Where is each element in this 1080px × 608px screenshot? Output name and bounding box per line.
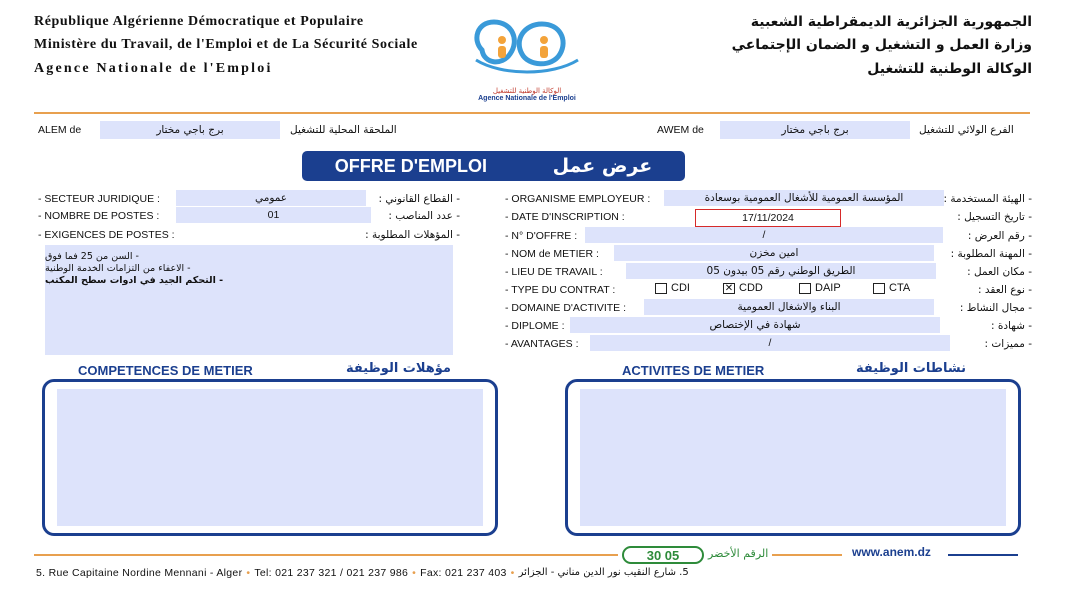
awem-field[interactable]: برج باجي مختار xyxy=(720,121,910,139)
alem-field[interactable]: برج باجي مختار xyxy=(100,121,280,139)
competences-title-ar: مؤهلات الوظيفة xyxy=(346,361,451,376)
metier-label-ar: - المهنة المطلوبة : xyxy=(950,248,1032,260)
footer-address-ar: 5. شارع النقيب نور الدين مناني - الجزائر xyxy=(518,567,689,578)
competences-title: COMPETENCES DE METIER xyxy=(78,363,253,378)
exigences-box[interactable] xyxy=(45,245,453,355)
diplome-field[interactable]: شهادة في الإختصاص xyxy=(570,317,940,333)
offre-label: - N° D'OFFRE : xyxy=(505,230,578,242)
contract-type-group xyxy=(655,282,927,294)
metier-label: - NOM de METIER : xyxy=(505,248,599,260)
footer-phones: Tel: 021 237 321 / 021 237 986 xyxy=(254,567,409,579)
offre-field[interactable]: / xyxy=(585,227,943,243)
header-separator xyxy=(34,112,1030,114)
alem-label-ar: الملحقة المحلية للتشغيل xyxy=(290,124,397,136)
inscription-label: - DATE D'INSCRIPTION : xyxy=(505,211,625,223)
diplome-label: - DIPLOME : xyxy=(505,320,565,332)
requirement-item: - التحكم الجيد في ادوات سطح المكتب xyxy=(45,275,224,286)
checkbox-cdd[interactable]: ✕ xyxy=(724,282,734,294)
activites-area[interactable] xyxy=(580,389,1006,526)
anem-logo-icon xyxy=(462,10,592,80)
lieu-label-ar: - مكان العمل : xyxy=(967,266,1032,278)
domaine-field[interactable]: البناء والاشغال العمومية xyxy=(644,299,934,315)
footer-sep: • xyxy=(412,567,417,579)
secteur-label-ar: - القطاع القانوني : xyxy=(378,193,460,205)
header-ar-line1: الجمهورية الجزائرية الديمقراطية الشعبية xyxy=(750,14,1032,30)
secteur-field[interactable]: عمومي xyxy=(176,190,366,206)
activites-title-ar: نشاطات الوظيفة xyxy=(856,361,966,376)
organisme-label: - ORGANISME EMPLOYEUR : xyxy=(505,193,651,205)
awem-label: AWEM de xyxy=(657,124,704,136)
metier-field[interactable]: امين مخزن xyxy=(614,245,934,261)
contract-daip[interactable]: DAIP xyxy=(799,282,859,294)
footer-sep: • xyxy=(510,567,515,579)
activites-title: ACTIVITES DE METIER xyxy=(622,363,765,378)
secteur-label: - SECTEUR JURIDIQUE : xyxy=(38,193,160,205)
logo-fr-text: Agence Nationale de l'Emploi xyxy=(478,95,576,102)
avantages-label-ar: - مميزات : xyxy=(984,338,1032,350)
checkbox-cdi[interactable] xyxy=(655,283,667,294)
postes-label: - NOMBRE DE POSTES : xyxy=(38,210,160,222)
contract-cdi[interactable]: CDI xyxy=(655,282,709,294)
competences-frame xyxy=(42,379,498,536)
checkbox-daip[interactable] xyxy=(799,283,811,294)
offer-title-ar: عرض عمل xyxy=(552,155,653,177)
header-fr-line1: République Algérienne Démocratique et Populaire xyxy=(34,14,364,29)
lieu-label: - LIEU DE TRAVAIL : xyxy=(505,266,603,278)
green-number-label: الرقم الأخضر xyxy=(708,547,769,560)
header-fr-line3: Agence Nationale de l'Emploi xyxy=(34,61,273,76)
inscription-label-ar: - تاريخ التسجيل : xyxy=(957,211,1032,223)
exigences-label: - EXIGENCES DE POSTES : xyxy=(38,229,175,241)
contrat-label-ar: - نوع العقد : xyxy=(978,284,1032,296)
awem-label-ar: الفرع الولائي للتشغيل xyxy=(919,124,1014,136)
footer-line-right xyxy=(948,554,1018,556)
competences-area[interactable] xyxy=(57,389,483,526)
lieu-field[interactable]: الطريق الوطني رقم 05 بيدون 05 xyxy=(626,263,936,279)
organisme-field[interactable]: المؤسسة العمومية للأشغال العمومية بوسعادة xyxy=(664,190,944,206)
contract-cta[interactable]: CTA xyxy=(873,282,927,294)
avantages-field[interactable]: / xyxy=(590,335,950,351)
postes-label-ar: - عدد المناصب : xyxy=(388,210,460,222)
footer-line-mid xyxy=(772,554,842,556)
footer-sep: • xyxy=(246,567,251,579)
offer-title-fr: OFFRE D'EMPLOI xyxy=(334,155,488,176)
activites-frame xyxy=(565,379,1021,536)
footer-fax: Fax: 021 237 403 xyxy=(420,567,507,579)
alem-label: ALEM de xyxy=(38,124,82,136)
requirement-item: - السن من 25 فما فوق xyxy=(45,251,139,262)
header-ar-line2: وزارة العمل و التشغيل و الضمان الإجتماعي xyxy=(731,37,1032,53)
checkbox-cta[interactable] xyxy=(873,283,885,294)
contract-cdd[interactable]: ✕ CDD xyxy=(724,282,763,294)
domaine-label-ar: - مجال النشاط : xyxy=(959,302,1032,314)
footer-address-row xyxy=(36,567,689,579)
contrat-label: - TYPE DU CONTRAT : xyxy=(505,284,616,296)
requirement-item: - الاعفاء من التزامات الخدمة الوطنية xyxy=(45,263,191,274)
exigences-label-ar: - المؤهلات المطلوبة : xyxy=(365,229,460,241)
offre-label-ar: - رقم العرض : xyxy=(967,230,1032,242)
anem-logo xyxy=(462,10,592,102)
footer-line-left xyxy=(34,554,618,556)
logo-ar-text: الوكالة الوطنية للتشغيل xyxy=(492,87,562,95)
green-number-badge: 30 05 xyxy=(622,546,704,564)
avantages-label: - AVANTAGES : xyxy=(505,338,579,350)
website-link[interactable]: www.anem.dz xyxy=(852,545,931,559)
diplome-label-ar: - شهادة : xyxy=(990,320,1032,332)
footer-address-fr: 5. Rue Capitaine Nordine Mennani - Alger xyxy=(36,567,243,579)
offer-title-banner xyxy=(302,151,685,181)
inscription-field[interactable]: 17/11/2024 xyxy=(695,209,841,227)
header-fr-line2: Ministère du Travail, de l'Emploi et de La Sécurité Sociale xyxy=(34,37,418,52)
organisme-label-ar: - الهيئة المستخدمة : xyxy=(943,193,1032,205)
postes-field[interactable]: 01 xyxy=(176,207,371,223)
domaine-label: - DOMAINE D'ACTIVITE : xyxy=(505,302,627,314)
header-ar-line3: الوكالة الوطنية للتشغيل xyxy=(867,61,1032,77)
